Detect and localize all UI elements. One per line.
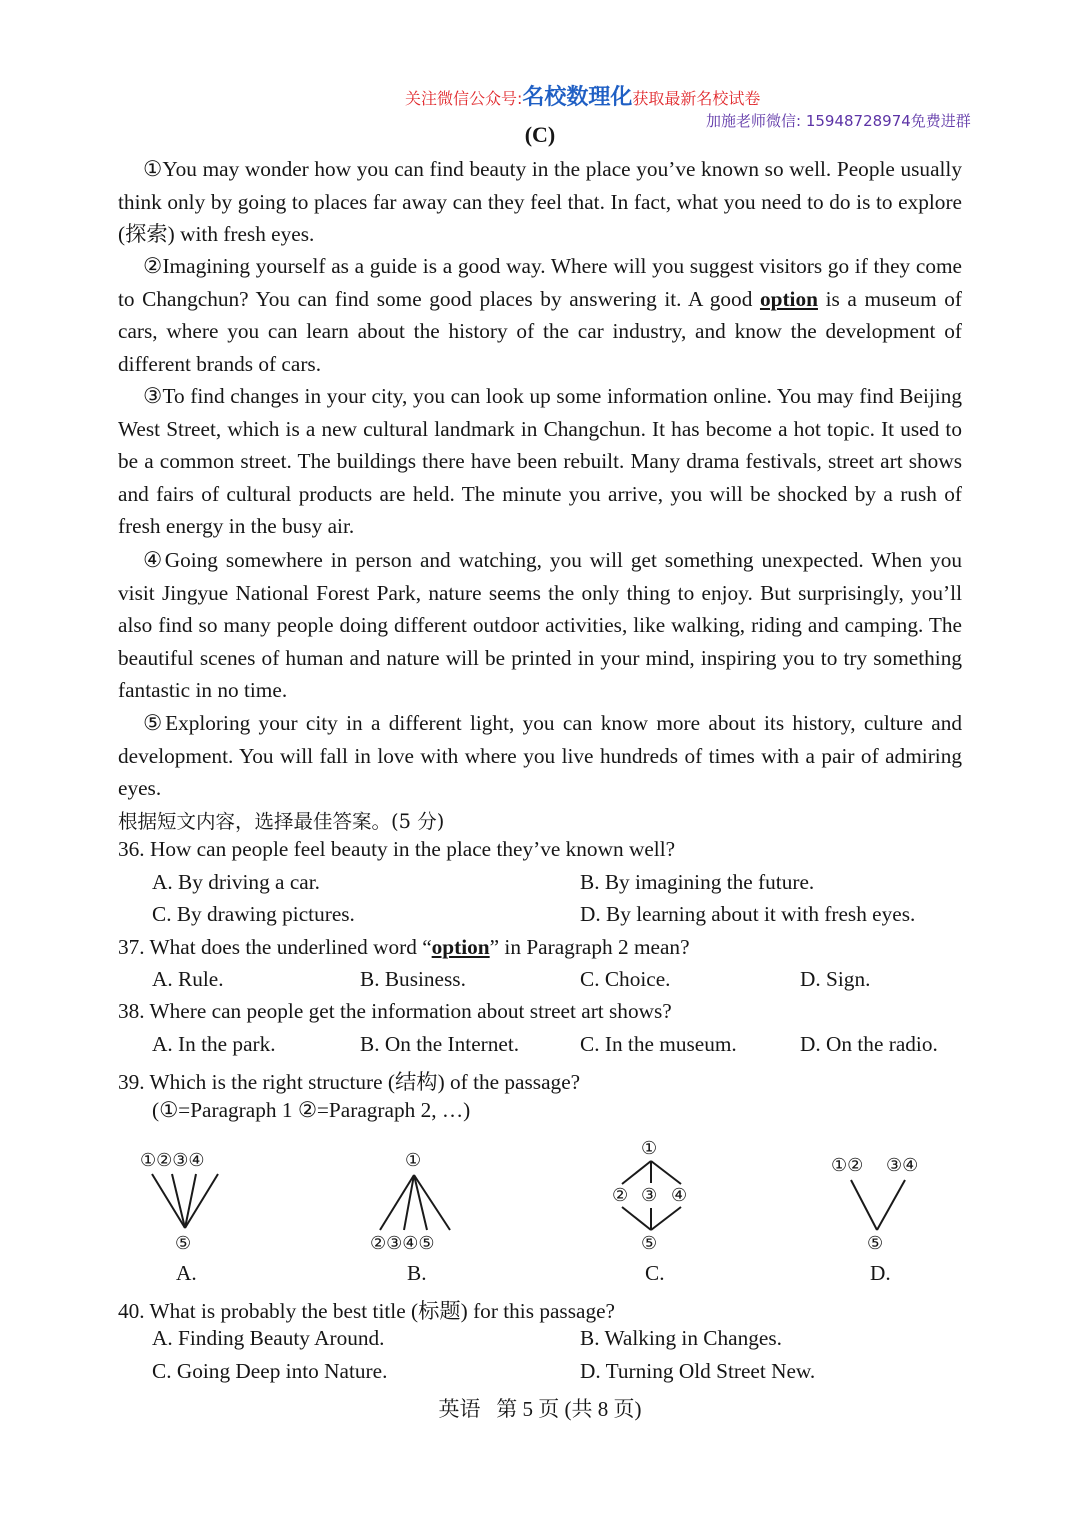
diagram-b-label: B. [407, 1261, 427, 1285]
diagram-a-label: A. [176, 1261, 197, 1285]
q37-option-b: B. Business. [360, 967, 466, 991]
diagram-a-top: ①②③④ [140, 1150, 205, 1171]
diagram-c-line-3 [651, 1161, 681, 1184]
q39-stem: 39. Which is the right structure (结构) of the passage? [118, 1070, 581, 1094]
diagram-d-label: D. [870, 1261, 891, 1285]
instruction: 根据短文内容，选择最佳答案。(5 分) [118, 810, 445, 833]
diagram-c-line-1 [622, 1161, 651, 1184]
diagram-d-top-right: ③④ [886, 1155, 919, 1176]
q40-option-d: D. Turning Old Street New. [580, 1359, 816, 1383]
paragraph-3: ③To find changes in your city, you can look up some information online. You may find Beijing West Street, which is a new cultural landmark in Changchun. It has become a hot topic. It used to be a common street. The buildings there have been rebuilt. Many drama festivals, street art shows and fairs of cultural products are held. The minute you arrive, you will be shocked by a rush of fresh energy in the busy air. [118, 384, 962, 539]
diagram-b-bottom: ②③④⑤ [370, 1233, 435, 1254]
q40-option-c: C. Going Deep into Nature. [152, 1359, 388, 1383]
diagram-c-middle-center: ③ [641, 1185, 658, 1206]
underlined-word-option: option [759, 286, 818, 311]
q37-option-d: D. Sign. [800, 967, 871, 991]
q38-option-a: A. In the park. [152, 1032, 276, 1056]
q37-option-c: C. Choice. [580, 967, 671, 991]
watermark-suffix: 获取最新名校试卷 [632, 89, 761, 108]
q40-option-a: A. Finding Beauty Around. [152, 1326, 385, 1350]
q37-underlined-word: option [431, 935, 490, 959]
q37-stem-before: 37. What does the underlined word “ [118, 935, 432, 959]
paragraph-4: ④Going somewhere in person and watching, you will get something unexpected. When you visit Jingyue National Forest Park, nature seems the only thing to enjoy. But surprisingly, you’ll also find so many people doing different outdoor activities, like walking, riding and camping. The beautiful scenes of human and nature will be printed in your mind, inspiring you to try something fantastic in no time. [118, 548, 962, 703]
paragraph-1: ①You may wonder how you can find beauty in the place you’ve known so well. People usually think only by going to places far away can they feel that. In fact, what you need to do is to explore (探索) with fresh eyes. [118, 157, 962, 247]
diagram-c-middle-left: ② [612, 1185, 629, 1206]
q37-option-a: A. Rule. [152, 967, 224, 991]
q39-note: (①=Paragraph 1 ②=Paragraph 2, …) [152, 1098, 471, 1122]
q36-stem: 36. How can people feel beauty in the place they’ve known well? [118, 837, 676, 861]
diagram-d-line-1 [851, 1180, 877, 1230]
q38-stem: 38. Where can people get the information about street art shows? [118, 999, 672, 1023]
diagram-d-line-2 [877, 1180, 905, 1230]
paragraph-2-before: ②Imagining yourself as a guide is a good way. Where will you suggest visitors go if they come to Changchun? You can find some good places by answering it. A good [118, 254, 962, 311]
q38-option-d: D. On the radio. [800, 1032, 938, 1056]
diagram-d-bottom: ⑤ [867, 1233, 884, 1254]
paragraph-5: ⑤Exploring your city in a different light, you can know more about its history, culture and development. You will fall in love with where you live hundreds of times with a pair of admiring eyes. [118, 711, 962, 801]
q40-option-b: B. Walking in Changes. [580, 1326, 782, 1350]
diagram-c-top: ① [641, 1138, 658, 1159]
q36-option-b: B. By imagining the future. [580, 870, 815, 894]
q36-option-c: C. By drawing pictures. [152, 902, 355, 926]
q37-stem-after: ” in Paragraph 2 mean? [489, 935, 690, 959]
diagram-b-line-4 [414, 1175, 450, 1230]
q36-option-d: D. By learning about it with fresh eyes. [580, 902, 916, 926]
diagram-a-line-2 [172, 1174, 185, 1228]
diagram-c-middle-right: ④ [671, 1185, 688, 1206]
diagram-a-line-1 [152, 1174, 185, 1228]
diagram-a-bottom: ⑤ [175, 1233, 192, 1254]
paragraph-2-after: is a museum of cars, where you can learn about the history of the car industry, and know the development of different brands of cars. [118, 286, 962, 376]
watermark-prefix: 关注微信公众号: [405, 89, 523, 108]
q36-option-a: A. By driving a car. [152, 870, 320, 894]
q40-stem: 40. What is probably the best title (标题) for this passage? [118, 1299, 616, 1323]
section-label: (C) [524, 122, 556, 147]
diagram-c-line-6 [651, 1207, 681, 1230]
q38-option-c: C. In the museum. [580, 1032, 737, 1056]
diagram-d-top-left: ①② [831, 1155, 864, 1176]
watermark-brand: 名校数理化 [522, 85, 633, 110]
diagram-b-top: ① [405, 1150, 422, 1171]
diagram-c-line-4 [622, 1207, 651, 1230]
diagram-c-label: C. [645, 1261, 665, 1285]
page-footer: 英语 第 5 页 (共 8 页) [438, 1397, 642, 1421]
watermark-line-2: 加施老师微信: 15948728974免费进群 [706, 112, 971, 130]
q38-option-b: B. On the Internet. [360, 1032, 520, 1056]
diagram-c-bottom: ⑤ [641, 1233, 658, 1254]
